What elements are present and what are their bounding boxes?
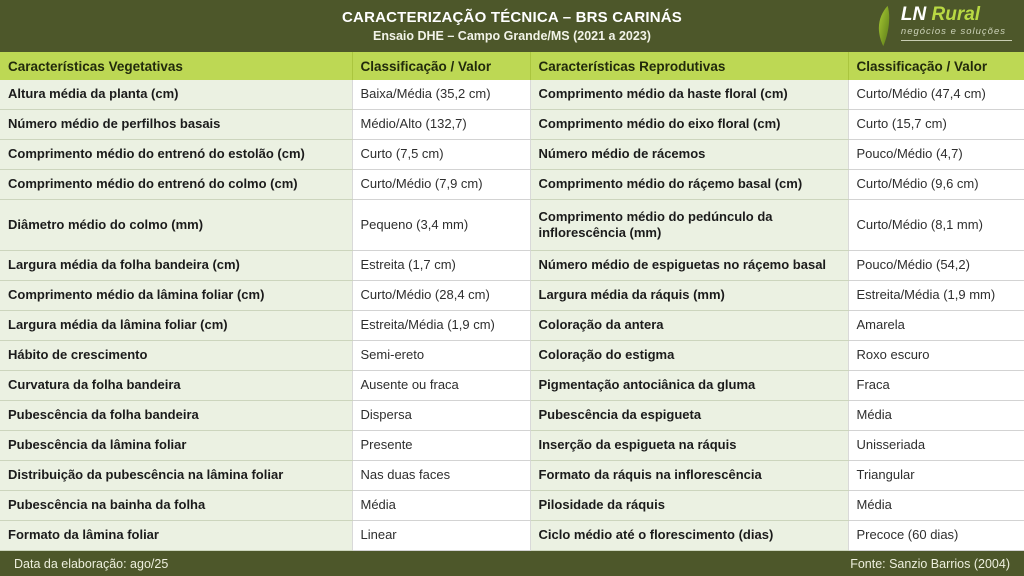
veg-label-cell: Comprimento médio do entrenó do estolão (cm) — [0, 139, 352, 169]
veg-label-cell: Altura média da planta (cm) — [0, 80, 352, 109]
table-row — [0, 199, 1024, 250]
rep-value-cell: Pouco/Médio (54,2) — [848, 250, 1024, 280]
table-row — [0, 280, 1024, 310]
veg-value-cell: Linear — [352, 520, 530, 550]
table-row — [0, 109, 1024, 139]
veg-value-cell: Pequeno (3,4 mm) — [352, 199, 530, 250]
rep-label-cell: Pigmentação antociânica da gluma — [530, 370, 848, 400]
table-row — [0, 370, 1024, 400]
veg-value-cell: Estreita/Média (1,9 cm) — [352, 310, 530, 340]
rep-value-cell: Unisseriada — [848, 430, 1024, 460]
rep-value-cell: Triangular — [848, 460, 1024, 490]
rep-label-cell: Pubescência da espigueta — [530, 400, 848, 430]
rep-value-cell: Curto (15,7 cm) — [848, 109, 1024, 139]
column-header-vegetative: Características Vegetativas — [0, 52, 352, 80]
leaf-icon — [874, 5, 896, 47]
rep-value-cell: Precoce (60 dias) — [848, 520, 1024, 550]
header-row — [0, 52, 1024, 80]
logo-rural: Rural — [931, 4, 981, 25]
rep-label-cell: Coloração da antera — [530, 310, 848, 340]
table-row — [0, 169, 1024, 199]
table-row — [0, 139, 1024, 169]
veg-value-cell: Baixa/Média (35,2 cm) — [352, 80, 530, 109]
rep-value-cell: Curto/Médio (8,1 mm) — [848, 199, 1024, 250]
rep-label-cell: Comprimento médio da haste floral (cm) — [530, 80, 848, 109]
veg-label-cell: Pubescência na bainha da folha — [0, 490, 352, 520]
table-row — [0, 520, 1024, 550]
veg-value-cell: Dispersa — [352, 400, 530, 430]
rep-value-cell: Pouco/Médio (4,7) — [848, 139, 1024, 169]
veg-value-cell: Curto/Médio (7,9 cm) — [352, 169, 530, 199]
rep-label-cell: Largura média da ráquis (mm) — [530, 280, 848, 310]
rep-label-cell: Comprimento médio do ráçemo basal (cm) — [530, 169, 848, 199]
page-subtitle: Ensaio DHE – Campo Grande/MS (2021 a 2023) — [373, 29, 651, 43]
rep-value-cell: Amarela — [848, 310, 1024, 340]
rep-label-cell: Ciclo médio até o florescimento (dias) — [530, 520, 848, 550]
veg-value-cell: Curto/Médio (28,4 cm) — [352, 280, 530, 310]
footer-bar — [0, 551, 1024, 576]
source-citation: Fonte: Sanzio Barrios (2004) — [850, 556, 1010, 571]
veg-label-cell: Hábito de crescimento — [0, 340, 352, 370]
veg-label-cell: Número médio de perfilhos basais — [0, 109, 352, 139]
column-header-veg-value: Classificação / Valor — [352, 52, 530, 80]
column-header-rep-value: Classificação / Valor — [848, 52, 1024, 80]
rep-value-cell: Média — [848, 490, 1024, 520]
rep-label-cell: Inserção da espigueta na ráquis — [530, 430, 848, 460]
rep-value-cell: Estreita/Média (1,9 mm) — [848, 280, 1024, 310]
rep-value-cell: Média — [848, 400, 1024, 430]
veg-label-cell: Comprimento médio da lâmina foliar (cm) — [0, 280, 352, 310]
table-row — [0, 250, 1024, 280]
ln-rural-logo — [874, 4, 1012, 47]
page-title: CARACTERIZAÇÃO TÉCNICA – BRS CARINÁS — [342, 9, 682, 26]
veg-label-cell: Pubescência da folha bandeira — [0, 400, 352, 430]
veg-value-cell: Ausente ou fraca — [352, 370, 530, 400]
rep-value-cell: Roxo escuro — [848, 340, 1024, 370]
logo-tagline: negócios e soluções — [900, 26, 1006, 37]
characterization-table-wrap — [0, 52, 1024, 551]
veg-value-cell: Semi-ereto — [352, 340, 530, 370]
top-banner — [0, 0, 1024, 52]
veg-label-cell: Formato da lâmina foliar — [0, 520, 352, 550]
characterization-table — [0, 52, 1024, 551]
veg-label-cell: Largura média da lâmina foliar (cm) — [0, 310, 352, 340]
veg-value-cell: Média — [352, 490, 530, 520]
veg-label-cell: Distribuição da pubescência na lâmina foliar — [0, 460, 352, 490]
rep-value-cell: Curto/Médio (47,4 cm) — [848, 80, 1024, 109]
rep-label-cell: Coloração do estigma — [530, 340, 848, 370]
rep-label-cell: Número médio de espiguetas no ráçemo basal — [530, 250, 848, 280]
rep-label-cell: Número médio de rácemos — [530, 139, 848, 169]
table-row — [0, 310, 1024, 340]
logo-ln: LN — [900, 4, 932, 25]
elaboration-date: Data da elaboração: ago/25 — [14, 556, 169, 571]
rep-value-cell: Fraca — [848, 370, 1024, 400]
rep-value-cell: Curto/Médio (9,6 cm) — [848, 169, 1024, 199]
logo-wordmark — [901, 4, 1006, 25]
veg-value-cell: Estreita (1,7 cm) — [352, 250, 530, 280]
veg-label-cell: Pubescência da lâmina foliar — [0, 430, 352, 460]
table-row — [0, 460, 1024, 490]
veg-label-cell: Comprimento médio do entrenó do colmo (cm) — [0, 169, 352, 199]
veg-label-cell: Curvatura da folha bandeira — [0, 370, 352, 400]
veg-label-cell: Largura média da folha bandeira (cm) — [0, 250, 352, 280]
table-row — [0, 80, 1024, 109]
logo-text-block — [901, 4, 1012, 41]
veg-value-cell: Médio/Alto (132,7) — [352, 109, 530, 139]
table-row — [0, 400, 1024, 430]
rep-label-cell: Comprimento médio do pedúnculo da inflorescência (mm) — [530, 199, 848, 250]
veg-value-cell: Nas duas faces — [352, 460, 530, 490]
veg-value-cell: Presente — [352, 430, 530, 460]
veg-label-cell: Diâmetro médio do colmo (mm) — [0, 199, 352, 250]
rep-label-cell: Pilosidade da ráquis — [530, 490, 848, 520]
table-row — [0, 490, 1024, 520]
table-row — [0, 340, 1024, 370]
veg-value-cell: Curto (7,5 cm) — [352, 139, 530, 169]
rep-label-cell: Formato da ráquis na inflorescência — [530, 460, 848, 490]
table-row — [0, 430, 1024, 460]
column-header-reproductive: Características Reprodutivas — [530, 52, 848, 80]
rep-label-cell: Comprimento médio do eixo floral (cm) — [530, 109, 848, 139]
